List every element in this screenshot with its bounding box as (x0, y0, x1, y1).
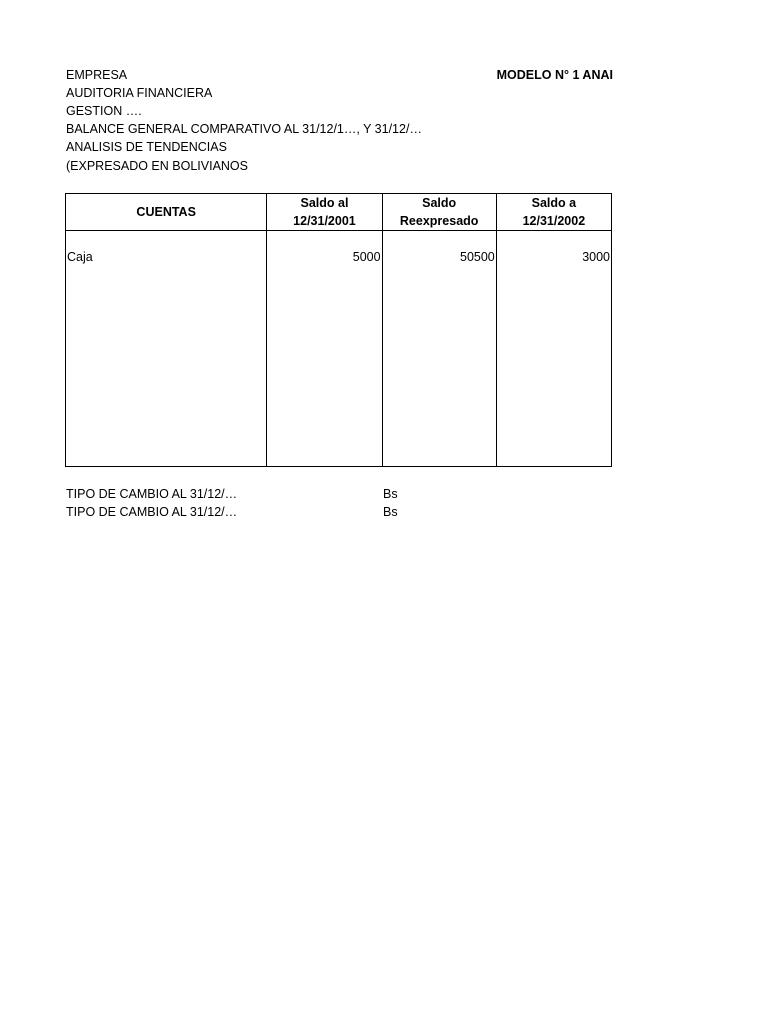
cell-reexpresado: 50500 (382, 247, 496, 267)
cell-saldo-2002: 3000 (496, 247, 611, 267)
saldo-2001-label-line2: 12/31/2001 (293, 214, 356, 228)
column-header-saldo-2002 (496, 194, 611, 231)
expressed-currency: (EXPRESADO EN BOLIVIANOS (66, 159, 248, 173)
saldo-2002-label-line2: 12/31/2002 (522, 214, 586, 228)
column-header-saldo-2001 (267, 194, 382, 231)
balance-title: BALANCE GENERAL COMPARATIVO AL 31/12/1…, Y 31/12/… (66, 122, 422, 136)
column-header-reexpresado (382, 194, 496, 231)
table-empty-area (66, 267, 612, 467)
table-spacer-row (66, 231, 612, 248)
company-name: EMPRESA (66, 68, 128, 82)
table-row (66, 247, 612, 267)
cell-cuenta: Caja (66, 247, 267, 267)
accounts-table (65, 193, 612, 467)
cell-saldo-2001: 5000 (267, 247, 382, 267)
exchange-rate-label-2: TIPO DE CAMBIO AL 31/12/… (66, 505, 238, 519)
saldo-2002-label-line1: Saldo a (531, 196, 577, 210)
exchange-rate-unit-2: Bs (383, 505, 398, 519)
column-header-cuentas (66, 194, 267, 231)
saldo-2001-label-line1: Saldo al (300, 196, 349, 210)
exchange-rate-label-1: TIPO DE CAMBIO AL 31/12/… (66, 487, 238, 501)
reexpresado-label-line2: Reexpresado (399, 214, 479, 228)
table-header-row (66, 194, 612, 231)
gestion-line: GESTION …. (66, 104, 142, 118)
exchange-rate-unit-1: Bs (383, 487, 398, 501)
model-number: MODELO N° 1 ANAI (496, 68, 613, 82)
audit-title: AUDITORIA FINANCIERA (66, 86, 213, 100)
analysis-title: ANALISIS DE TENDENCIAS (66, 140, 227, 154)
reexpresado-label-line1: Saldo (422, 196, 457, 210)
cuentas-label: CUENTAS (136, 205, 196, 219)
